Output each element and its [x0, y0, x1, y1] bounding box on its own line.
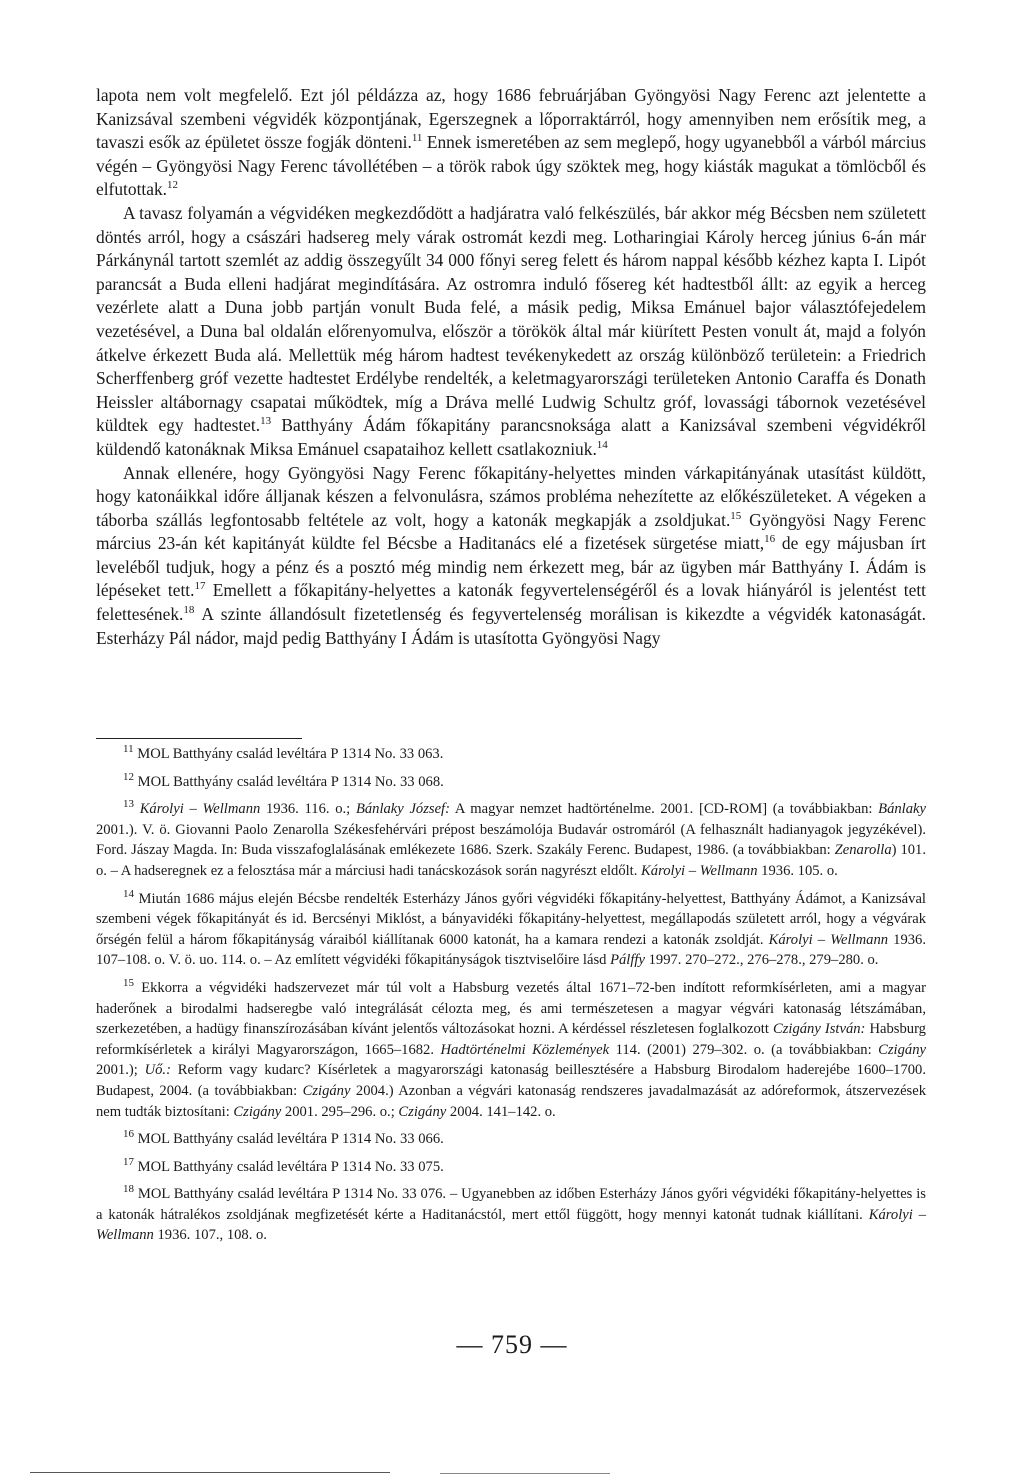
footnote-text: Ekkorra a végvidéki hadszervezet már túl volt a Habsburg vezetés által 1671–72-ben indított reformkísérleten, ami a magyar haderőnek a birodalmi hadseregbe való integrálását célozta meg, és ami természetesen a magyar végvári katonaság létszámában, szerkezetében, a hadügy finanszírozásában kívánt jelentős változásokat hozni. A kérdéssel részletesen foglalkozott	[96, 979, 926, 1038]
footnote-number: 12	[123, 770, 134, 783]
page-number: — 759 —	[456, 1330, 568, 1359]
citation-short: Zenarolla	[834, 842, 892, 859]
text-run: Gyöngyösi Nagy Ferenc március 23-án két kapitányát küldte fel Bécsbe a Haditanács elé a fizetések sürgetése miatt,	[96, 509, 926, 554]
footnote-text: MOL Batthyány család levéltára P 1314 No. 33 075.	[134, 1158, 444, 1175]
footnote-number: 15	[123, 977, 134, 990]
text-run: A szinte állandósult fizetetlenség és fegyvertelenség morálisan is kikezdte a végvidék katonaságát. Esterházy Pál nádor, majd pedig Batthyány I Ádám is utasította Gyöngyösi Nagy	[96, 604, 926, 648]
main-text	[96, 84, 926, 650]
footnote-text: Miután 1686 május elején Bécsbe rendelték Esterházy János győri végvidéki főkapitány-helyettest, Batthyány Ádámot, a Kanizsával szembeni végek főkapitányát és id. Bercsényi Miklóst, a bányavidéki főkapitány-helyettest, megállapodás született arról, hogy a végvárak őrségén felül a három főkapitányság váraiból kiállítanak 6000 katonát, ha a kamara rendezi a katonák zsoldját.	[96, 890, 926, 948]
footnote-text: 1997. 270–272., 276–278., 279–280. o.	[644, 952, 879, 969]
footnote-15	[96, 978, 926, 1122]
paragraph-1	[96, 84, 926, 202]
footnote-text: 2004. 141–142. o.	[446, 1103, 556, 1120]
text-run: lapota nem volt megfelelő. Ezt jól példázza az, hogy 1686 februárjában Gyöngyösi Nagy Ferenc azt jelentette a Kanizsával szembeni végvidék központjának, Egerszegnek a lőporraktárról, hogy amennyiben nem erősítik meg, a tavaszi esők az épületet össze fogják dönteni.	[96, 85, 926, 153]
footnote-number: 16	[123, 1128, 134, 1141]
footnote-text: MOL Batthyány család levéltára P 1314 No. 33 076. – Ugyanebben az időben Esterházy János győri végvidéki főkapitány-helyettes is a katonák hátralékos zsoldjának megfizetését kérte a Haditanácstól, mert ettől függött, hogy mennyi katonát tudnak kiállítani.	[96, 1186, 926, 1223]
footnote-17	[96, 1157, 926, 1178]
citation-author: Uő.:	[144, 1062, 171, 1079]
citation-author: Czigány István:	[772, 1021, 866, 1038]
footnotes	[96, 744, 926, 1253]
footnote-13	[96, 799, 926, 881]
footnote-12	[96, 772, 926, 793]
footnote-16	[96, 1129, 926, 1150]
footnote-text: 2001. 295–296. o.;	[281, 1103, 399, 1120]
footnote-ref-14[interactable]: 14	[596, 439, 608, 452]
footnote-text: 1936. 107., 108. o.	[153, 1227, 267, 1244]
citation-author: Károlyi – Wellmann	[641, 862, 758, 879]
citation-author: Károlyi – Wellmann	[96, 1206, 927, 1244]
citation-author: Károlyi – Wellmann	[139, 801, 261, 818]
footnote-14	[96, 889, 926, 971]
footnote-text: 2001.). V. ö. Giovanni Paolo Zenarolla Székesfehérvári prépost beszámolója Budavár ostromáról (A felhasznált hadianyagok jegyzékével). Ford. Jászay Magda. In: Buda visszafoglalásának emlékezete 1686. Szerk. Szakály Ferenc. Budapest, 1986. (a továbbiakban:	[96, 821, 926, 859]
footnote-ref-17[interactable]: 17	[194, 580, 206, 593]
footnote-ref-11[interactable]: 11	[411, 132, 423, 145]
footnote-11	[96, 744, 926, 765]
footnote-text: Habsburg reformkísérletek a királyi Magyarországon, 1665–1682.	[96, 1021, 926, 1058]
footnote-text: ) 101. o. – A hadseregnek ez a felosztása már a márciusi hadi tanácskozások során nagyrészt eldőlt.	[96, 842, 926, 879]
citation-author: Károlyi – Wellmann	[768, 931, 889, 948]
text-run: Ennek ismeretében az sem meglepő, hogy ugyanebből a várból március végén – Gyöngyösi Nagy Ferenc távollétében – a török rabok úgy szöktek meg, hogy kiásták magukat a tömlöcből és elfutottak.	[96, 132, 926, 200]
footnote-text: 1936. 116. o.;	[260, 801, 356, 818]
footnote-divider	[96, 738, 302, 739]
paragraph-3	[96, 462, 926, 651]
footnote-ref-18[interactable]: 18	[183, 604, 195, 617]
footnote-text: A magyar nemzet hadtörténelme. 2001. [CD-ROM] (a továbbiakban:	[449, 801, 879, 818]
footnote-text: 1936. 105. o.	[757, 862, 838, 879]
text-run: A tavasz folyamán a végvidéken megkezdődött a hadjáratra való felkészülés, bár akkor még Bécsben nem született döntés arról, hogy a császári hadsereg mely várak ostromát kezdi meg. Lotharingiai Károly herceg június 6-án már Párkánynál tartott szemlét az addig összegyűlt 34 000 főnyi sereg felett és három nappal később kézhez kapta I. Lipót parancsát a Buda elleni hadjárat megindítására. Az ostromra induló fősereg két hadtestből állt: az egyik a herceg vezérlete alatt a Duna jobb partján vonult Buda felé, a másik pedig, Miksa Emánuel bajor választófejedelem vezetésével, a Duna bal oldalán előrenyomulva, először a törökök által már kiürített Pesten vonult át, majd a folyón átkelve érkezett Buda alá. Mellettük még három hadtest tevékenykedett az ország különböző területein: a Friedrich Scherffenberg gróf vezette hadtestet Erdélybe rendelték, a keletmagyarországi területeken Antonio Caraffa és Donath Heissler altábornagy csapatai működtek, míg a Dráva mellé Ludwig Schultz gróf, lovassági tábornok vezetésével küldtek egy hadtestet.	[96, 202, 926, 436]
footnote-text: MOL Batthyány család levéltára P 1314 No. 33 063.	[133, 746, 444, 762]
footnote-18	[96, 1184, 926, 1246]
text-run: de egy májusban írt leveléből tudjuk, hogy a pénz és a posztó még mindig nem érkezett meg, bár az ügyben már Batthyány I. Ádám is lépéseket tett.	[96, 533, 926, 601]
footnote-text: 2004.) Azonban a végvári katonaság rendszeres javadalmazását az adóreformok, átszervezések nem tudták biztosítani:	[96, 1082, 926, 1120]
citation-short: Czigány	[398, 1103, 447, 1120]
citation-author: Bánlaky József:	[355, 801, 450, 818]
footnote-number: 13	[123, 798, 134, 811]
footnote-number: 11	[123, 743, 134, 756]
footnote-ref-15[interactable]: 15	[730, 509, 742, 522]
text-run: Annak ellenére, hogy Gyöngyösi Nagy Ferenc főkapitány-helyettes minden várkapitányának utasítást küldött, hogy katonáikkal időre álljanak készen a felvonulásra, számos probléma nehezítette az előkészületeket. A végeken a táborba szállás legfontosabb feltétele az volt, hogy a katonák megkapják a zsoldjukat.	[96, 462, 926, 530]
citation-short: Bánlaky	[878, 801, 926, 818]
text-run: Batthyány Ádám főkapitány parancsnoksága alatt a Kanizsával szembeni végvidékről küldendő katonáknak Miksa Emánuel csapataihoz kellett csatlakozniuk.	[96, 415, 926, 459]
citation-short: Czigány	[302, 1082, 351, 1099]
scan-edge-line	[440, 1473, 610, 1474]
footnote-ref-13[interactable]: 13	[260, 415, 272, 428]
footnote-text: Reform vagy kudarc? Kísérletek a magyarországi katonaság beillesztésére a Habsburg Birodalom haderejébe 1600–1700. Budapest, 2004. (a továbbiakban:	[96, 1062, 926, 1099]
citation-short: Czigány	[878, 1041, 926, 1058]
footnote-text: 1936. 107–108. o. V. ö. uo. 114. o. – Az említett végvidéki főkapitányságok tisztviselőire lásd	[96, 931, 926, 969]
citation-author: Pálffy	[610, 952, 645, 969]
text-run: Emellett a főkapitány-helyettes a katonák fegyvertelenségéről és a lovak hiányáról is jelentést tett felettesének.	[96, 580, 927, 625]
footnote-number: 14	[123, 887, 134, 900]
footnote-text: 114. (2001) 279–302. o. (a továbbiakban:	[609, 1041, 879, 1058]
journal-title: Hadtörténelmi Közlemények	[440, 1041, 610, 1058]
footnote-number: 18	[123, 1183, 134, 1196]
scan-edge-line	[30, 1472, 390, 1473]
footnote-ref-16[interactable]: 16	[764, 533, 776, 546]
footnote-text: MOL Batthyány család levéltára P 1314 No. 33 068.	[134, 773, 444, 790]
footnote-text: MOL Batthyány család levéltára P 1314 No. 33 066.	[134, 1131, 444, 1148]
paragraph-2	[96, 202, 926, 462]
footnote-text: 2001.);	[96, 1062, 145, 1079]
footnote-number: 17	[123, 1155, 134, 1168]
citation-short: Czigány	[233, 1103, 282, 1120]
footnote-ref-12[interactable]: 12	[167, 179, 178, 192]
